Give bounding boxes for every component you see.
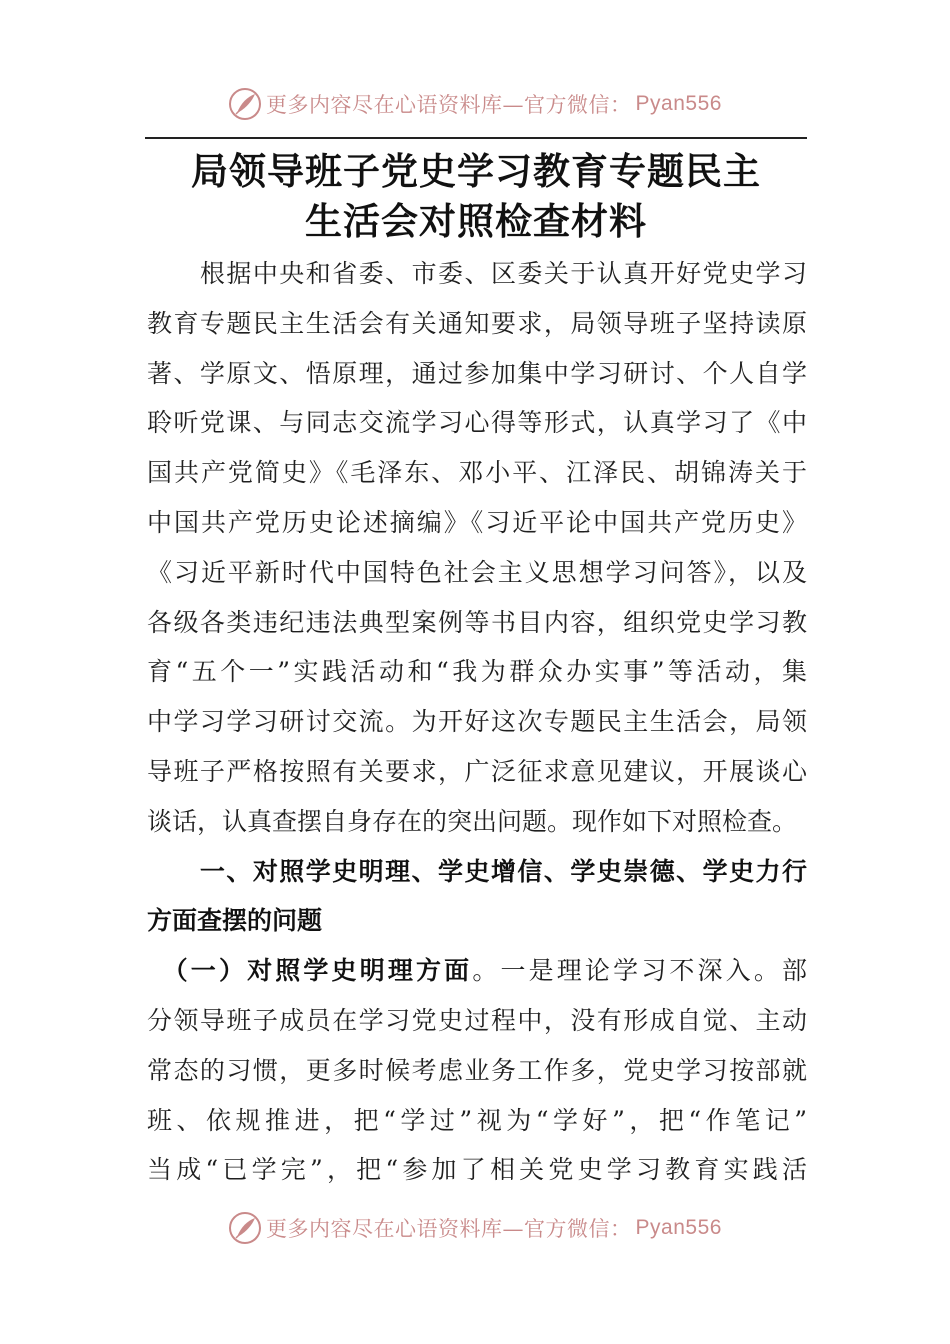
subsection-1-line [147, 946, 807, 996]
document-body [147, 249, 807, 1195]
section-1-heading: 一、对照学史明理、学史增信、学史崇德、学史力行 [147, 856, 807, 886]
watermark-text: 更多内容尽在心语资料库—官方微信： [266, 1217, 632, 1241]
watermark-wechat-id: Pyan556 [635, 1216, 722, 1239]
para1-line: 《习近平新时代中国特色社会主义思想学习问答》，以及 [147, 557, 807, 587]
document-title [145, 146, 807, 246]
feather-logo-icon [228, 1211, 262, 1245]
watermark-wechat-id: Pyan556 [635, 92, 722, 115]
para1-line: 中国共产党历史论述摘编》《习近平论中国共产党历史》 [147, 507, 807, 537]
para1-line: 谈话，认真查摆自身存在的突出问题。现作如下对照检查。 [147, 806, 798, 836]
para1-line: 育“五个一”实践活动和“我为群众办实事”等活动，集 [147, 657, 807, 687]
para1-line: 国共产党简史》《毛泽东、邓小平、江泽民、胡锦涛关于 [147, 458, 807, 488]
para1-line: 教育专题民主生活会有关通知要求，局领导班子坚持读原 [147, 308, 807, 338]
para1-line: 各级各类违纪违法典型案例等书目内容，组织党史学习教 [147, 607, 807, 637]
subsection-1-text: 。一是理论学习不深入。部 [472, 956, 807, 986]
para2-line: 当成“已学完”，把“参加了相关党史学习教育实践活 [147, 1155, 807, 1185]
para1-line: 著、学原文、悟原理，通过参加集中学习研讨、个人自学 [147, 358, 807, 388]
para1-line: 根据中央和省委、市委、区委关于认真开好党史学习 [147, 259, 807, 288]
para2-line: 班、依规推进，把“学过”视为“学好”，把“作笔记” [147, 1105, 807, 1135]
para2-line: 分领导班子成员在学习党史过程中，没有形成自觉、主动 [147, 1005, 807, 1035]
para1-line: 中学习学习研讨交流。为开好这次专题民主生活会，局领 [147, 707, 807, 737]
para1-line: 聆听党课、与同志交流学习心得等形式，认真学习了《中 [147, 408, 807, 438]
section-1-heading-cont: 方面查摆的问题 [147, 906, 323, 936]
header-rule [145, 137, 807, 139]
para2-line: 常态的习惯，更多时候考虑业务工作多，党史学习按部就 [147, 1055, 807, 1085]
title-line-2: 生活会对照检查材料 [305, 199, 647, 243]
para1-line: 导班子严格按照有关要求，广泛征求意见建议，开展谈心 [147, 756, 807, 786]
watermark-footer [0, 1208, 950, 1248]
subsection-1-heading: （一）对照学史明理方面 [147, 956, 473, 986]
feather-logo-icon [228, 87, 262, 121]
title-line-1: 局领导班子党史学习教育专题民主 [191, 149, 761, 193]
watermark-text: 更多内容尽在心语资料库—官方微信： [266, 93, 632, 117]
watermark-header [0, 84, 950, 124]
